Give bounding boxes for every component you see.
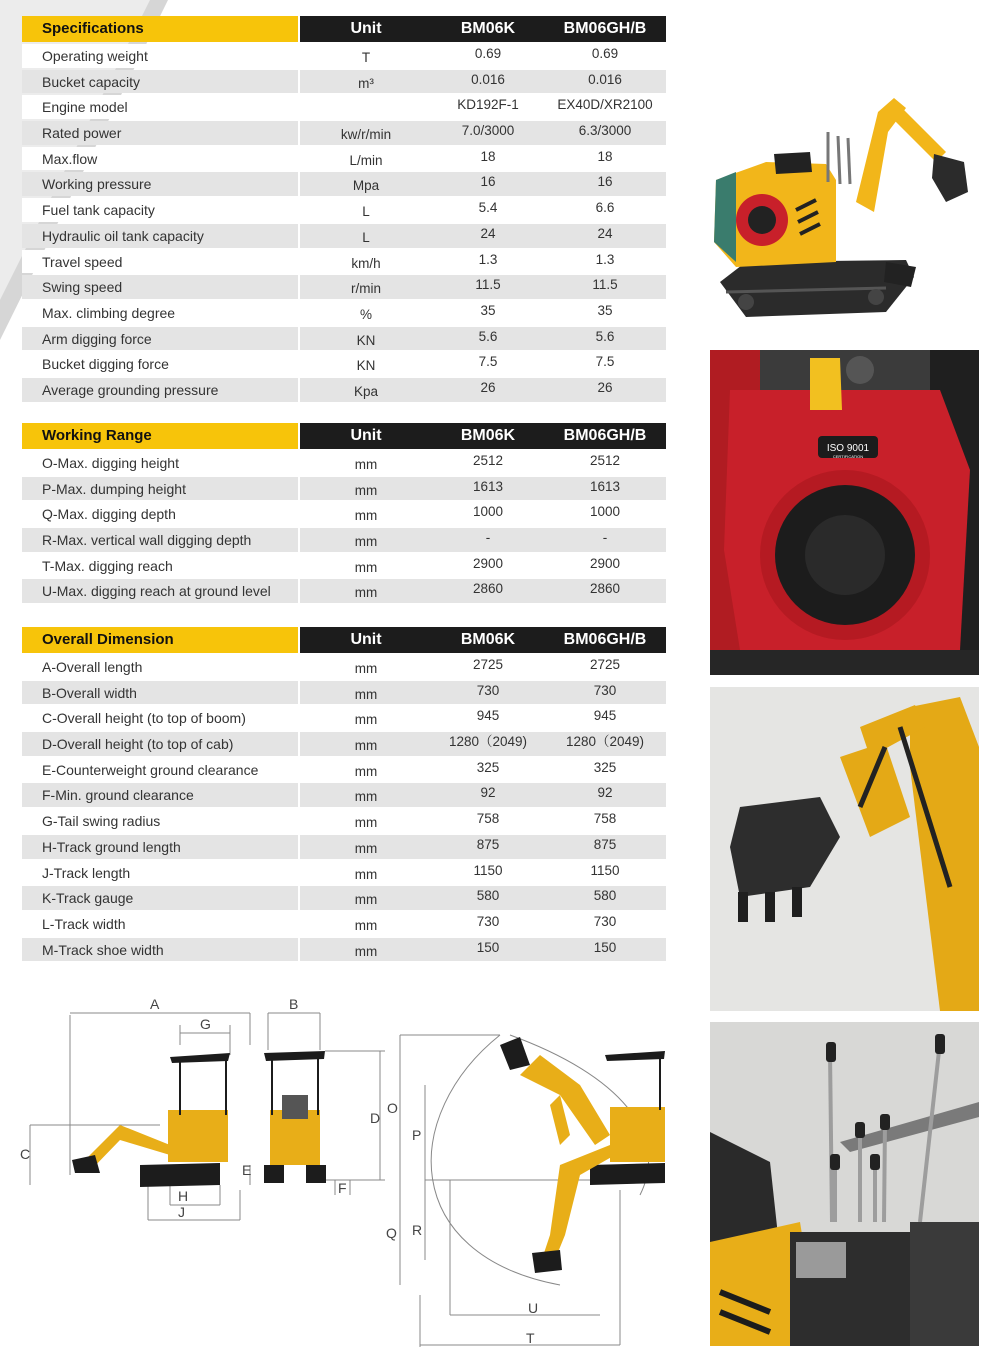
- row-unit: KN: [356, 358, 376, 374]
- table-row: [22, 502, 666, 526]
- dimension-letter-B: B: [289, 996, 299, 1012]
- row-value-bm06ghb: 1613: [589, 478, 621, 494]
- bm06ghb-column-header: BM06GH/B: [563, 20, 647, 37]
- row-value-bm06ghb: 24: [597, 225, 613, 241]
- table-row: [22, 886, 666, 910]
- row-value-bm06k: 325: [476, 759, 500, 775]
- working-range-header: [22, 423, 666, 449]
- row-unit: mm: [354, 686, 378, 702]
- row-unit: mm: [354, 763, 378, 779]
- row-label: Arm digging force: [22, 327, 298, 351]
- row-value-bm06ghb: 730: [593, 913, 617, 929]
- bucket-arm-photo: [710, 687, 979, 1011]
- overall-dimension-rows: [22, 655, 666, 961]
- table-row: [22, 861, 666, 885]
- row-value-bm06k: 1280（2049): [448, 734, 528, 750]
- row-value-bm06ghb: 92: [597, 785, 613, 801]
- row-value-bm06ghb: 2725: [589, 657, 621, 672]
- dimension-letter-C: C: [20, 1146, 31, 1162]
- engine-certification-plate: ISO 9001: [826, 443, 870, 454]
- row-unit: mm: [354, 840, 378, 856]
- specifications-title: Specifications: [22, 16, 298, 42]
- svg-text:CERTIFICATION: CERTIFICATION: [832, 454, 864, 459]
- dimension-diagram: [20, 995, 670, 1355]
- dimension-letter-E: E: [242, 1162, 252, 1178]
- row-label: Hydraulic oil tank capacity: [22, 224, 298, 248]
- row-label: D-Overall height (to top of cab): [22, 732, 298, 756]
- unit-column-header: Unit: [350, 427, 382, 444]
- excavator-product-photo: [706, 92, 980, 324]
- row-value-bm06k: 1.3: [478, 251, 498, 267]
- row-unit: mm: [354, 943, 378, 959]
- dimension-letter-O: O: [387, 1100, 398, 1116]
- row-value-bm06ghb: 2512: [589, 453, 621, 468]
- dimension-letter-A: A: [150, 996, 160, 1012]
- row-value-bm06k: 580: [476, 888, 500, 904]
- dimension-letter-T: T: [526, 1330, 535, 1346]
- row-value-bm06k: KD192F-1: [457, 97, 519, 113]
- dimension-letter-J: J: [178, 1204, 185, 1220]
- table-row: [22, 835, 666, 859]
- row-value-bm06ghb: 730: [593, 682, 617, 698]
- table-row: [22, 275, 666, 299]
- table-row: [22, 706, 666, 730]
- specifications-table: [22, 16, 666, 404]
- row-unit: mm: [354, 661, 378, 676]
- row-label: Rated power: [22, 121, 298, 145]
- row-label: P-Max. dumping height: [22, 477, 298, 501]
- row-value-bm06ghb: 2900: [589, 555, 621, 571]
- dimension-letter-H: H: [178, 1188, 189, 1204]
- row-label: Operating weight: [22, 44, 298, 68]
- table-row: [22, 352, 666, 376]
- table-row: [22, 938, 666, 962]
- bm06ghb-column-header: BM06GH/B: [563, 631, 647, 648]
- row-value-bm06k: 730: [476, 682, 500, 698]
- row-unit: [300, 95, 432, 119]
- working-range-rows: [22, 451, 666, 603]
- row-unit: KN: [356, 332, 376, 348]
- bm06k-column-header: BM06K: [460, 427, 516, 444]
- row-value-bm06ghb: 875: [593, 836, 617, 852]
- row-label: Q-Max. digging depth: [22, 502, 298, 526]
- table-row: [22, 121, 666, 145]
- table-row: [22, 451, 666, 475]
- row-value-bm06ghb: EX40D/XR2100: [557, 97, 653, 113]
- row-unit: km/h: [351, 255, 381, 271]
- row-label: A-Overall length: [22, 655, 298, 679]
- row-unit: mm: [354, 585, 378, 601]
- table-row: [22, 301, 666, 325]
- row-unit: mm: [354, 789, 378, 805]
- row-label: Bucket capacity: [22, 70, 298, 94]
- dimension-letter-U: U: [528, 1300, 539, 1316]
- row-value-bm06ghb: 580: [593, 888, 617, 904]
- row-unit: mm: [354, 917, 378, 933]
- row-label: E-Counterweight ground clearance: [22, 758, 298, 782]
- bm06ghb-column-header: BM06GH/B: [563, 427, 647, 444]
- row-value-bm06k: 0.69: [474, 46, 502, 61]
- row-value-bm06ghb: 758: [593, 811, 617, 827]
- row-value-bm06k: 92: [480, 785, 496, 801]
- row-value-bm06k: 24: [480, 225, 496, 241]
- row-unit: L/min: [349, 152, 383, 168]
- table-row: [22, 44, 666, 68]
- row-unit: L: [362, 204, 370, 220]
- row-label: L-Track width: [22, 912, 298, 936]
- row-unit: mm: [354, 534, 378, 550]
- row-label: Travel speed: [22, 250, 298, 274]
- row-label: C-Overall height (to top of boom): [22, 706, 298, 730]
- table-row: [22, 172, 666, 196]
- row-value-bm06ghb: 5.6: [595, 328, 615, 344]
- dimension-letter-G: G: [200, 1016, 211, 1032]
- row-value-bm06ghb: 0.016: [588, 71, 622, 87]
- row-value-bm06ghb: 1.3: [595, 251, 615, 267]
- row-value-bm06ghb: 11.5: [592, 277, 618, 293]
- table-row: [22, 758, 666, 782]
- row-value-bm06k: 2860: [472, 581, 504, 597]
- row-value-bm06k: 875: [476, 836, 500, 852]
- row-value-bm06k: 1000: [472, 504, 504, 520]
- overall-dimension-title: Overall Dimension: [22, 627, 298, 653]
- row-unit: mm: [354, 559, 378, 575]
- row-value-bm06ghb: 1150: [590, 862, 620, 878]
- table-row: [22, 95, 666, 119]
- working-range-table: [22, 423, 666, 605]
- working-range-title: Working Range: [22, 423, 298, 449]
- row-unit: mm: [354, 738, 378, 754]
- engine-closeup-photo: [710, 350, 979, 675]
- bm06k-column-header: BM06K: [460, 20, 516, 37]
- row-value-bm06ghb: 6.6: [595, 200, 615, 216]
- row-label: Working pressure: [22, 172, 298, 196]
- row-unit: kw/r/min: [340, 127, 392, 143]
- table-row: [22, 477, 666, 501]
- table-row: [22, 250, 666, 274]
- table-row: [22, 528, 666, 552]
- dimension-letter-D: D: [370, 1110, 381, 1126]
- row-label: U-Max. digging reach at ground level: [22, 579, 298, 603]
- bm06k-column-header: BM06K: [460, 631, 516, 648]
- row-value-bm06ghb: 2860: [589, 581, 621, 597]
- row-value-bm06ghb: -: [602, 530, 608, 546]
- row-label: R-Max. vertical wall digging depth: [22, 528, 298, 552]
- control-levers-photo: [710, 1022, 979, 1346]
- row-label: Swing speed: [22, 275, 298, 299]
- table-row: [22, 783, 666, 807]
- table-row: [22, 912, 666, 936]
- row-label: Engine model: [22, 95, 298, 119]
- row-label: M-Track shoe width: [22, 938, 298, 962]
- row-value-bm06k: -: [485, 530, 491, 546]
- row-label: Average grounding pressure: [22, 378, 298, 402]
- dimension-letter-R: R: [412, 1222, 423, 1238]
- row-label: K-Track gauge: [22, 886, 298, 910]
- row-unit: Mpa: [352, 178, 380, 194]
- row-value-bm06k: 7.5: [478, 354, 498, 370]
- unit-column-header: Unit: [350, 631, 382, 648]
- table-row: [22, 655, 666, 679]
- table-row: [22, 554, 666, 578]
- row-value-bm06k: 5.6: [478, 328, 498, 344]
- dimension-letter-Q: Q: [386, 1225, 397, 1241]
- row-label: Max. climbing degree: [22, 301, 298, 325]
- row-value-bm06ghb: 325: [593, 759, 617, 775]
- row-unit: mm: [354, 482, 378, 498]
- row-unit: %: [359, 306, 372, 322]
- specifications-header: [22, 16, 666, 42]
- row-value-bm06ghb: 1280（2049): [565, 734, 645, 750]
- table-row: [22, 198, 666, 222]
- row-label: J-Track length: [22, 861, 298, 885]
- table-row: [22, 224, 666, 248]
- table-row: [22, 809, 666, 833]
- row-label: Max.flow: [22, 147, 298, 171]
- row-unit: m³: [358, 75, 374, 91]
- row-label: B-Overall width: [22, 681, 298, 705]
- row-value-bm06k: 18: [480, 148, 496, 164]
- row-value-bm06ghb: 26: [597, 379, 613, 395]
- row-value-bm06ghb: 35: [597, 302, 613, 318]
- row-label: H-Track ground length: [22, 835, 298, 859]
- table-row: [22, 147, 666, 171]
- row-unit: T: [361, 50, 371, 65]
- row-label: Fuel tank capacity: [22, 198, 298, 222]
- row-value-bm06ghb: 18: [597, 148, 613, 164]
- row-label: O-Max. digging height: [22, 451, 298, 475]
- unit-column-header: Unit: [350, 20, 382, 37]
- row-value-bm06k: 730: [476, 913, 500, 929]
- row-value-bm06ghb: 0.69: [591, 46, 619, 61]
- row-unit: mm: [354, 712, 378, 728]
- row-value-bm06ghb: 7.5: [595, 354, 615, 370]
- row-unit: Kpa: [353, 383, 379, 399]
- row-label: G-Tail swing radius: [22, 809, 298, 833]
- dimension-letter-P: P: [412, 1127, 422, 1143]
- row-value-bm06ghb: 6.3/3000: [578, 123, 632, 139]
- table-row: [22, 732, 666, 756]
- row-value-bm06k: 5.4: [478, 200, 498, 216]
- row-value-bm06ghb: 16: [597, 174, 613, 190]
- table-row: [22, 70, 666, 94]
- row-value-bm06k: 35: [480, 302, 496, 318]
- overall-dimension-header: [22, 627, 666, 653]
- row-value-bm06k: 758: [476, 811, 500, 827]
- row-unit: mm: [354, 457, 378, 472]
- overall-dimension-table: [22, 627, 666, 963]
- table-row: [22, 327, 666, 351]
- row-value-bm06k: 1150: [473, 862, 503, 878]
- row-label: F-Min. ground clearance: [22, 783, 298, 807]
- row-unit: mm: [354, 866, 378, 882]
- row-value-bm06ghb: 945: [593, 708, 617, 724]
- row-value-bm06k: 2725: [472, 657, 504, 672]
- row-value-bm06ghb: 150: [593, 939, 617, 955]
- row-value-bm06k: 0.016: [471, 71, 505, 87]
- table-row: [22, 681, 666, 705]
- specifications-rows: [22, 44, 666, 402]
- row-value-bm06ghb: 1000: [589, 504, 621, 520]
- row-value-bm06k: 11.5: [475, 277, 501, 293]
- row-label: T-Max. digging reach: [22, 554, 298, 578]
- table-row: [22, 378, 666, 402]
- row-value-bm06k: 945: [476, 708, 500, 724]
- row-label: Bucket digging force: [22, 352, 298, 376]
- row-unit: r/min: [351, 281, 381, 297]
- row-value-bm06k: 7.0/3000: [461, 123, 515, 139]
- row-value-bm06k: 1613: [472, 478, 504, 494]
- row-unit: mm: [354, 508, 378, 524]
- row-value-bm06k: 26: [480, 379, 496, 395]
- row-value-bm06k: 2900: [472, 555, 504, 571]
- dimension-letter-F: F: [338, 1180, 347, 1196]
- row-unit: mm: [354, 815, 378, 831]
- row-unit: L: [362, 229, 370, 245]
- row-value-bm06k: 150: [476, 939, 500, 955]
- row-value-bm06k: 16: [480, 174, 496, 190]
- row-value-bm06k: 2512: [472, 453, 504, 468]
- row-unit: mm: [354, 892, 378, 908]
- table-row: [22, 579, 666, 603]
